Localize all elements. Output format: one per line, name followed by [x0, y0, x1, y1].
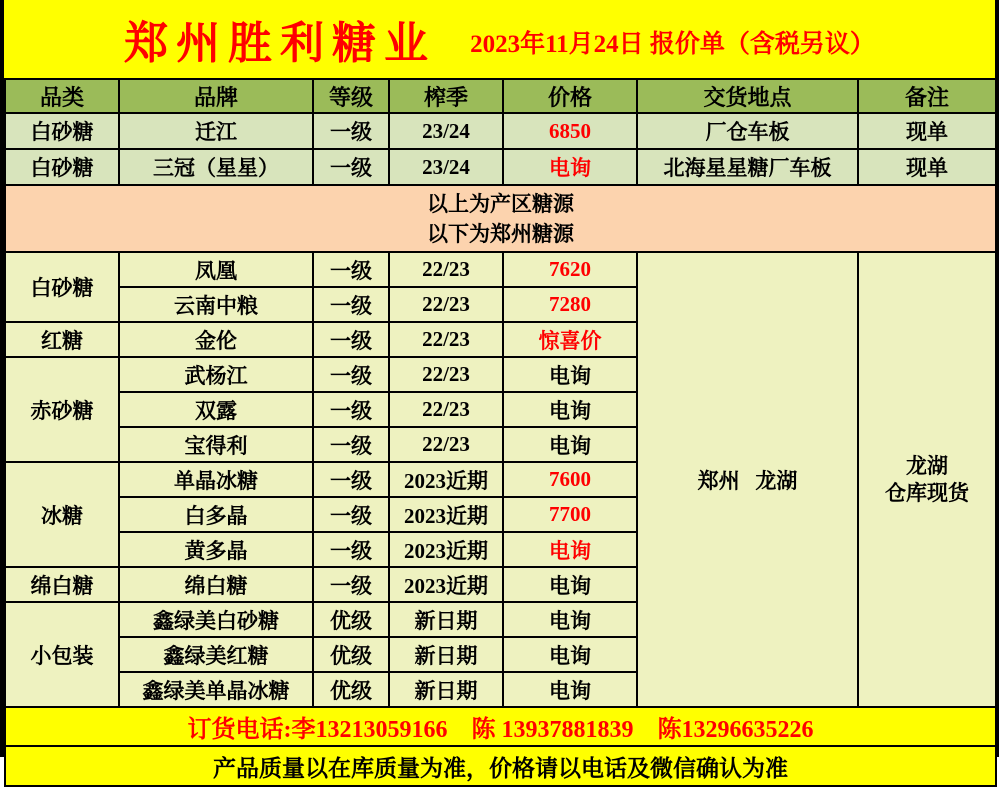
- category-cell: 白砂糖: [5, 113, 119, 149]
- price-cell: 电询: [503, 532, 637, 567]
- grade-cell: 一级: [313, 252, 389, 287]
- brand-cell: 鑫绿美红糖: [119, 637, 313, 672]
- grade-cell: 一级: [313, 322, 389, 357]
- price-cell: 电询: [503, 602, 637, 637]
- brand-cell: 单晶冰糖: [119, 462, 313, 497]
- banner-line-2: 以下为郑州糖源: [427, 221, 574, 246]
- brand-cell: 云南中粮: [119, 287, 313, 322]
- price-cell: 电询: [503, 672, 637, 707]
- section-banner-row: [5, 185, 996, 252]
- grade-cell: 一级: [313, 427, 389, 462]
- price-cell: 惊喜价: [503, 322, 637, 357]
- category-cell: 赤砂糖: [5, 357, 119, 462]
- season-cell: 22/23: [389, 287, 503, 322]
- table-row: [5, 113, 996, 149]
- grade-cell: 一级: [313, 357, 389, 392]
- brand-cell: 金伦: [119, 322, 313, 357]
- brand-cell: 迁江: [119, 113, 313, 149]
- table-row: [5, 149, 996, 185]
- col-header-price: 价格: [503, 79, 637, 113]
- category-cell: 小包装: [5, 602, 119, 707]
- season-cell: 2023近期: [389, 462, 503, 497]
- brand-cell: 绵白糖: [119, 567, 313, 602]
- grade-cell: 优级: [313, 602, 389, 637]
- price-cell: 电询: [503, 357, 637, 392]
- col-header-note: 备注: [858, 79, 996, 113]
- category-cell: 绵白糖: [5, 567, 119, 602]
- brand-cell: 白多晶: [119, 497, 313, 532]
- grade-cell: 一级: [313, 113, 389, 149]
- season-cell: 23/24: [389, 149, 503, 185]
- category-cell: 红糖: [5, 322, 119, 357]
- season-cell: 22/23: [389, 322, 503, 357]
- grade-cell: 优级: [313, 672, 389, 707]
- note-cell: 现单: [858, 149, 996, 185]
- note-cell: 现单: [858, 113, 996, 149]
- disclaimer-line: 产品质量以在库质量为准，价格请以电话及微信确认为准: [5, 746, 996, 786]
- brand-cell: 凤凰: [119, 252, 313, 287]
- price-cell: 7620: [503, 252, 637, 287]
- season-cell: 新日期: [389, 637, 503, 672]
- grade-cell: 一级: [313, 497, 389, 532]
- price-cell: 电询: [503, 392, 637, 427]
- season-cell: 22/23: [389, 392, 503, 427]
- category-cell: 冰糖: [5, 462, 119, 567]
- section-banner: [5, 185, 996, 252]
- season-cell: 22/23: [389, 252, 503, 287]
- delivery-merged-cell: 郑州 龙湖: [637, 252, 858, 707]
- price-cell: 7600: [503, 462, 637, 497]
- season-cell: 22/23: [389, 427, 503, 462]
- grade-cell: 一级: [313, 567, 389, 602]
- table-row: [5, 252, 996, 287]
- season-cell: 22/23: [389, 357, 503, 392]
- season-cell: 2023近期: [389, 567, 503, 602]
- price-cell: 7700: [503, 497, 637, 532]
- price-cell: 电询: [503, 149, 637, 185]
- col-header-category: 品类: [5, 79, 119, 113]
- brand-cell: 三冠（星星）: [119, 149, 313, 185]
- table-header-row: [5, 79, 996, 113]
- category-cell: 白砂糖: [5, 149, 119, 185]
- season-cell: 23/24: [389, 113, 503, 149]
- grade-cell: 一级: [313, 532, 389, 567]
- brand-cell: 双露: [119, 392, 313, 427]
- quote-table: [4, 78, 997, 787]
- grade-cell: 优级: [313, 637, 389, 672]
- season-cell: 新日期: [389, 602, 503, 637]
- grade-cell: 一级: [313, 287, 389, 322]
- disclaimer-row: [5, 746, 996, 786]
- season-cell: 新日期: [389, 672, 503, 707]
- delivery-cell: 厂仓车板: [637, 113, 858, 149]
- order-phone-row: [5, 707, 996, 746]
- brand-cell: 宝得利: [119, 427, 313, 462]
- brand-cell: 鑫绿美单晶冰糖: [119, 672, 313, 707]
- price-cell: 电询: [503, 567, 637, 602]
- brand-cell: 黄多晶: [119, 532, 313, 567]
- order-phone-line: 订货电话:李13213059166 陈 13937881839 陈13296635226: [5, 707, 996, 746]
- price-cell: 电询: [503, 637, 637, 672]
- grade-cell: 一级: [313, 462, 389, 497]
- note-line-2: 仓库现货: [885, 480, 969, 505]
- price-cell: 7280: [503, 287, 637, 322]
- title-bar: [4, 0, 995, 78]
- brand-cell: 鑫绿美白砂糖: [119, 602, 313, 637]
- col-header-delivery: 交货地点: [637, 79, 858, 113]
- season-cell: 2023近期: [389, 497, 503, 532]
- report-date: 2023年11月24日 报价单（含税另议）: [470, 31, 875, 58]
- col-header-grade: 等级: [313, 79, 389, 113]
- col-header-brand: 品牌: [119, 79, 313, 113]
- col-header-season: 榨季: [389, 79, 503, 113]
- delivery-cell: 北海星星糖厂车板: [637, 149, 858, 185]
- note-line-1: 龙湖: [906, 453, 948, 478]
- grade-cell: 一级: [313, 392, 389, 427]
- banner-line-1: 以上为产区糖源: [427, 191, 574, 216]
- brand-cell: 武杨江: [119, 357, 313, 392]
- grade-cell: 一级: [313, 149, 389, 185]
- price-cell: 电询: [503, 427, 637, 462]
- price-cell: 6850: [503, 113, 637, 149]
- season-cell: 2023近期: [389, 532, 503, 567]
- category-cell: 白砂糖: [5, 252, 119, 322]
- company-title: 郑州胜利糖业: [124, 19, 437, 68]
- note-merged-cell: [858, 252, 996, 707]
